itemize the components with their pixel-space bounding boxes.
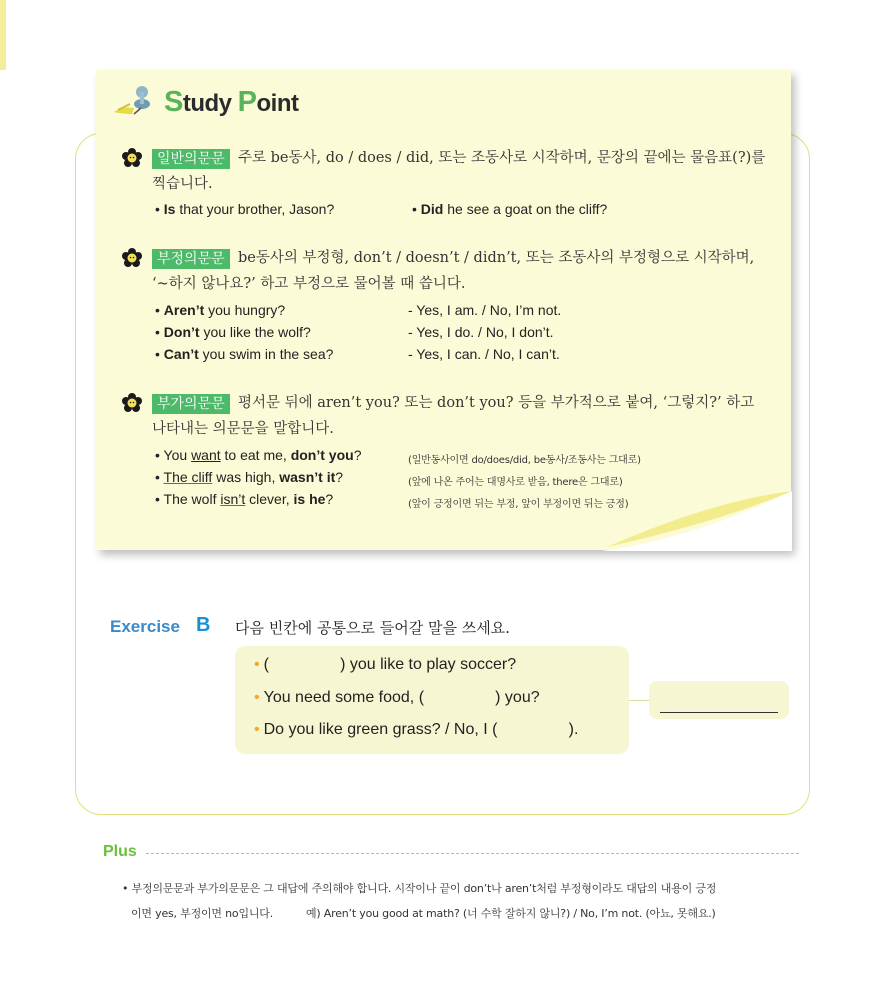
answer-box[interactable] bbox=[649, 681, 789, 719]
example-sentence: • Can’t you swim in the sea? bbox=[155, 346, 334, 362]
plus-note-line-1: • 부정의문문과 부가의문문은 그 대답에 주의해야 합니다. 시작이나 끝이 don’t나 aren’t처럼 부정형이라도 대답의 내용이 긍정 bbox=[122, 882, 717, 895]
section-desc-general-question: 주로 be동사, do / does / did, 또는 조동사로 시작하며, 문장의 끝에는 물음표(?)를 찍습니다. bbox=[152, 150, 766, 192]
flower-bullet-icon bbox=[122, 393, 142, 413]
plus-dashed-rule bbox=[146, 853, 799, 854]
section-desc-tag-question: 평서문 뒤에 aren’t you? 또는 don’t you? 등을 부가적으로 붙여, ‘그렇지?’ 하고 나타내는 의문문을 말합니다. bbox=[152, 395, 755, 437]
section-tag-general-question: 일반의문문 bbox=[152, 149, 230, 169]
example-sentence: • Is that your brother, Jason? bbox=[155, 201, 335, 217]
study-point-title bbox=[164, 86, 299, 119]
exercise-letter: B bbox=[196, 614, 211, 636]
plus-note-line-2: 이면 yes, 부정이면 no입니다. 예) Aren’t you good at math? (너 수학 잘하지 않니?) / No, I’m not. (아뇨, 못해요.) bbox=[131, 907, 716, 920]
pushpin-icon bbox=[112, 82, 158, 118]
example-note: (일반동사이면 do/does/did, be동사/조동사는 그대로) bbox=[408, 455, 641, 466]
title-rest-2: oint bbox=[256, 90, 299, 117]
answer-blank-line bbox=[660, 712, 778, 713]
exercise-label: Exercise bbox=[110, 617, 180, 636]
example-sentence: • Don’t you like the wolf? bbox=[155, 324, 311, 340]
example-answer: - Yes, I am. / No, I’m not. bbox=[408, 302, 562, 318]
flower-bullet-icon bbox=[122, 148, 142, 168]
answer-connector-line bbox=[629, 700, 649, 701]
title-cap-p: P bbox=[237, 86, 257, 118]
title-rest-1: tudy bbox=[182, 90, 238, 117]
example-sentence: • The wolf isn’t clever, is he? bbox=[155, 491, 334, 507]
example-sentence: • Aren’t you hungry? bbox=[155, 302, 286, 318]
section-desc-negative-question: be동사의 부정형, don’t / doesn’t / didn’t, 또는 조동사의 부정형으로 시작하며, ‘~하지 않나요?’ 하고 부정으로 물어볼 때 씁니다. bbox=[152, 250, 755, 292]
example-note: (앞에 나온 주어는 대명사로 받음, there은 그대로) bbox=[408, 477, 623, 488]
example-sentence: • You want to eat me, don’t you? bbox=[155, 447, 362, 463]
exercise-question: • ( ) you like to play soccer? bbox=[254, 656, 517, 673]
page-tab-marker bbox=[0, 0, 6, 70]
exercise-question: • Do you like green grass? / No, I ( ). bbox=[254, 721, 579, 738]
example-sentence: • Did he see a goat on the cliff? bbox=[412, 201, 608, 217]
flower-bullet-icon bbox=[122, 248, 142, 268]
example-answer: - Yes, I can. / No, I can’t. bbox=[408, 346, 560, 362]
section-tag-negative-question: 부정의문문 bbox=[152, 249, 230, 269]
example-note: (앞이 긍정이면 뒤는 부정, 앞이 부정이면 뒤는 긍정) bbox=[408, 499, 629, 510]
plus-label: Plus bbox=[103, 843, 137, 860]
page-curl-decoration bbox=[602, 491, 792, 551]
example-sentence: • The cliff was high, wasn’t it? bbox=[155, 469, 344, 485]
example-answer: - Yes, I do. / No, I don’t. bbox=[408, 324, 554, 340]
exercise-question: • You need some food, ( ) you? bbox=[254, 689, 540, 706]
section-tag-tag-question: 부가의문문 bbox=[152, 394, 230, 414]
title-cap-s: S bbox=[164, 86, 183, 118]
exercise-instruction: 다음 빈칸에 공통으로 들어갈 말을 쓰세요. bbox=[235, 619, 510, 637]
